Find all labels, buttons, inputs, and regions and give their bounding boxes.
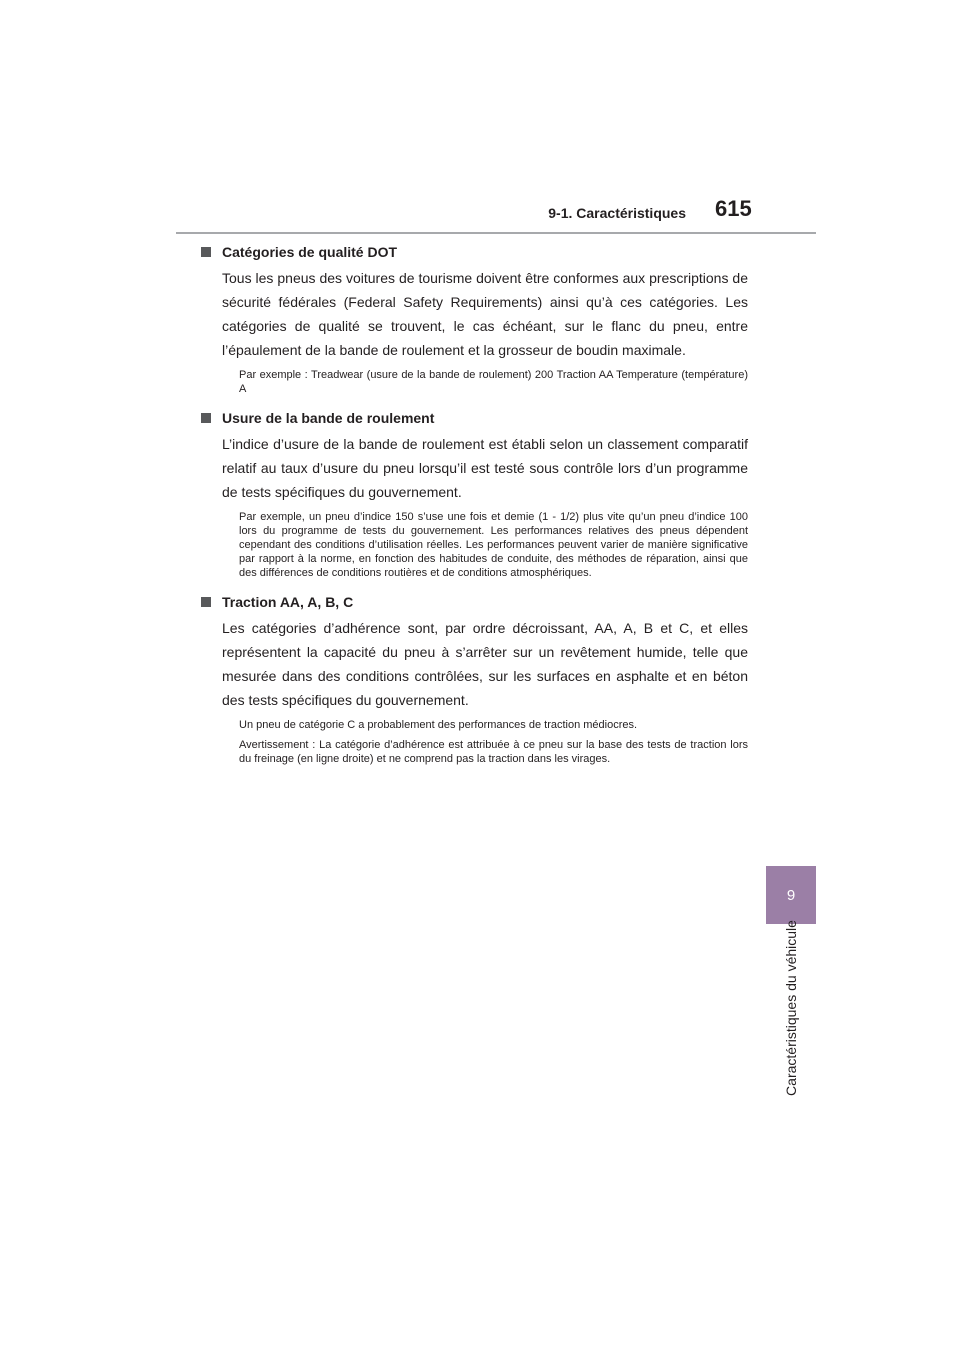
section-heading [201, 408, 727, 428]
section-treadwear [222, 408, 748, 580]
chapter-tab[interactable] [766, 866, 816, 924]
square-bullet-icon [201, 413, 211, 423]
page-number: 615 [715, 196, 752, 221]
section-traction [222, 592, 748, 766]
section-heading-text: Catégories de qualité DOT [222, 244, 398, 260]
chapter-side-title: Caractéristiques du véhicule [783, 920, 799, 1096]
section-body: Tous les pneus des voitures de tourisme doivent être conformes aux prescriptions de sécurité fédérales (Federal Safety Requirements) ainsi qu’à ces catégories. Les catégories de qualité se trouvent, le cas échéant, sur le flanc du pneu, entre l’épaulement de la bande de roulement et la grosseur de boudin maximale. [222, 270, 748, 358]
section-heading-text: Traction AA, A, B, C [222, 594, 354, 610]
page-header [0, 0, 960, 240]
section-note: Par exemple : Treadwear (usure de la bande de roulement) 200 Traction AA Temperature (température) A [239, 369, 748, 395]
page-content [222, 242, 748, 766]
section-heading-text: Usure de la bande de roulement [222, 410, 435, 426]
section-note: Un pneu de catégorie C a probablement des performances de traction médiocres. [239, 719, 638, 731]
header-divider [176, 232, 816, 234]
section-note: Par exemple, un pneu d’indice 150 s’use une fois et demie (1 - 1/2) plus vite qu’un pneu d’indice 100 lors du programme de tests du gouvernement. Les performances relatives des pneus dépendent cependant des conditions d’utilisation réelles. Les performances peuvent varier de manière significative par rapport à la norme, en fonction des habitudes de conduite, des méthodes de réparation, ainsi que des différences de conditions routières et de conditions atmosphériques. [239, 511, 748, 579]
section-dot-quality-grades [222, 242, 748, 396]
section-heading [201, 592, 727, 612]
section-heading [201, 242, 727, 262]
running-section-title: 9-1. Caractéristiques [548, 205, 686, 221]
section-body: L’indice d’usure de la bande de roulement est établi selon un classement comparatif relatif au taux d’usure du pneu lorsqu’il est testé sous contrôle lors d’un programme de tests spécifiques du gouvernement. [222, 436, 748, 500]
section-note: Avertissement : La catégorie d’adhérence est attribuée à ce pneu sur la base des tests de traction lors du freinage (en ligne droite) et ne comprend pas la traction dans les virages. [239, 739, 748, 765]
square-bullet-icon [201, 597, 211, 607]
square-bullet-icon [201, 247, 211, 257]
chapter-number: 9 [786, 886, 796, 904]
section-body: Les catégories d’adhérence sont, par ordre décroissant, AA, A, B et C, et elles représentent la capacité du pneu à s’arrêter sur un revêtement humide, telle que mesurée dans des conditions contrôlées, sur les surfaces en asphalte et en béton des tests spécifiques du gouvernement. [222, 620, 748, 708]
